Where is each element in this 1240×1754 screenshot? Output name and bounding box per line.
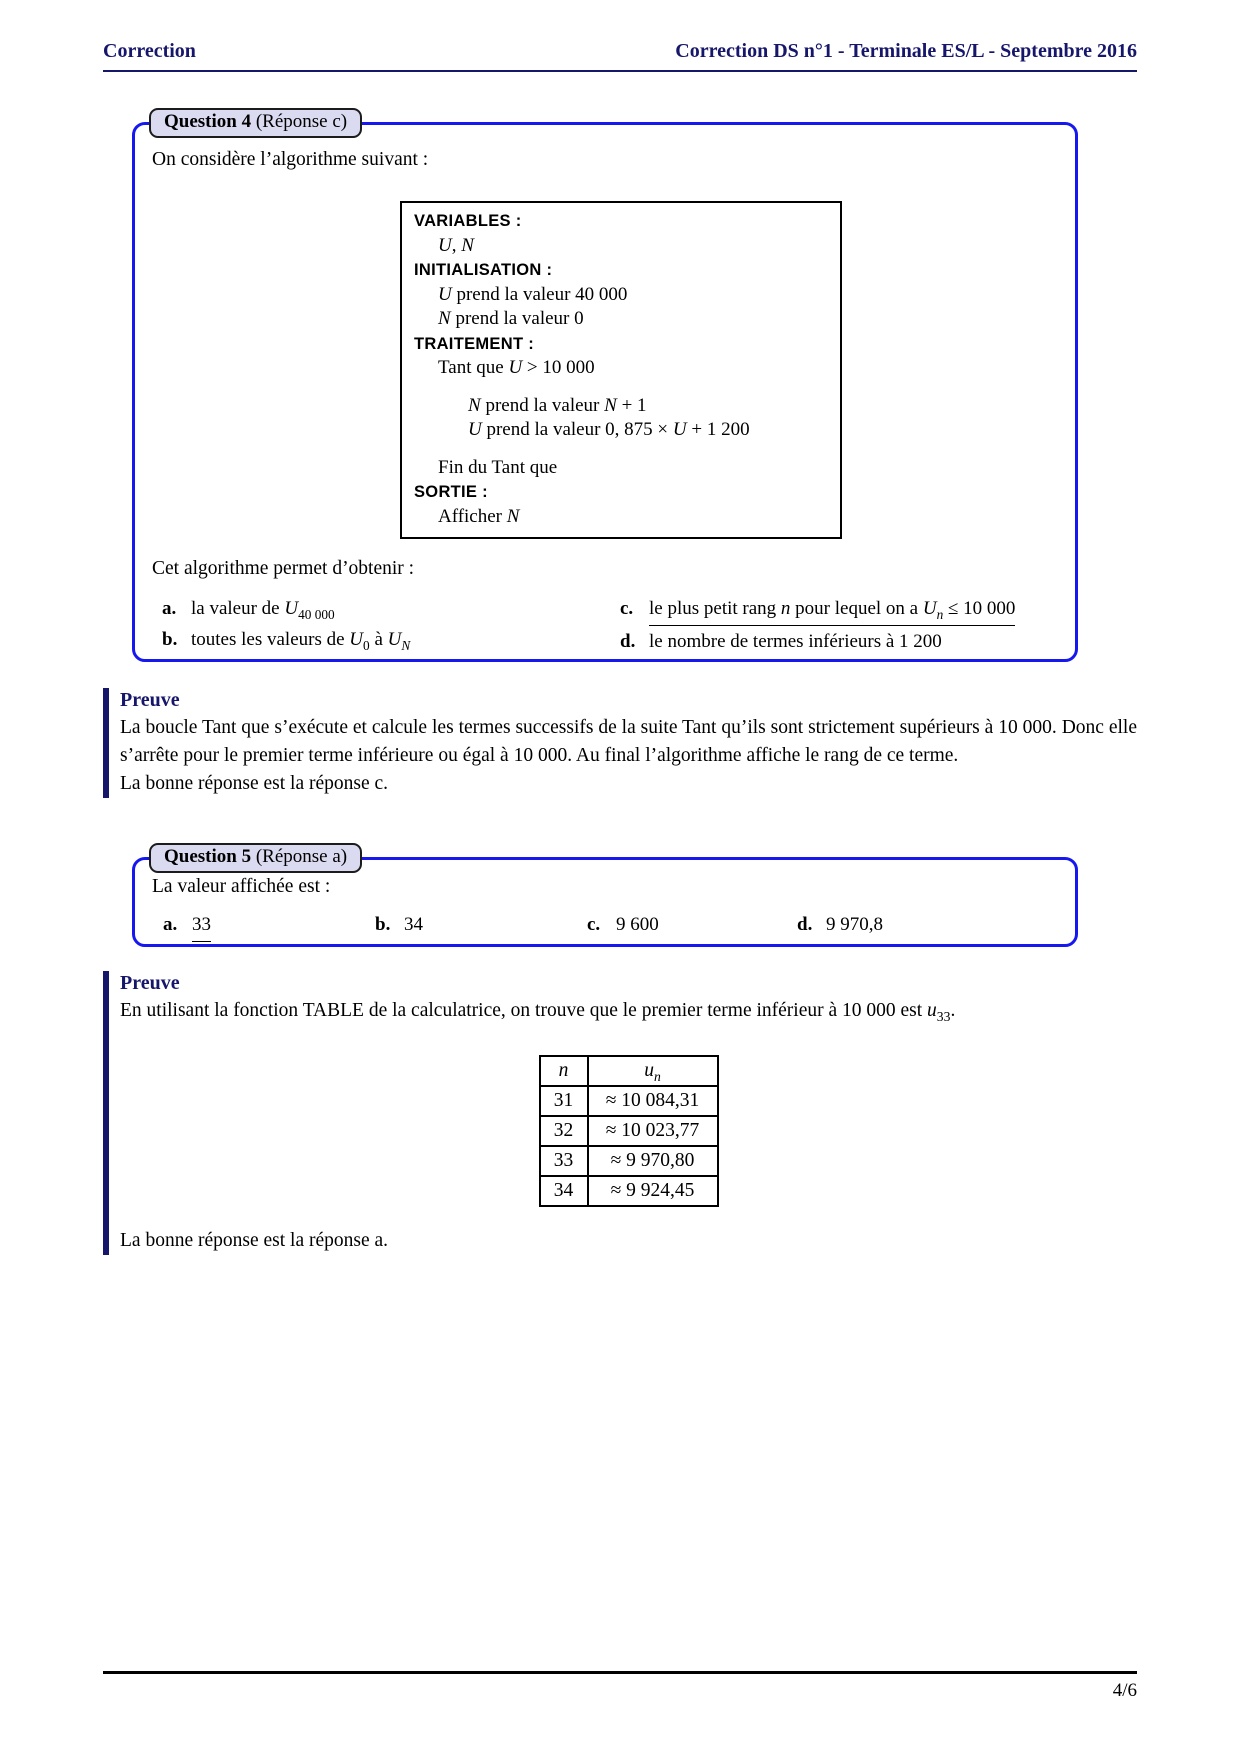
question5-answer-tag: (Réponse a) bbox=[251, 846, 348, 867]
algorithm-box bbox=[400, 201, 842, 539]
table-row bbox=[540, 1146, 718, 1176]
header-rule bbox=[103, 70, 1137, 72]
option-marker: c. bbox=[620, 598, 634, 619]
cell-n-value: 31 bbox=[540, 1086, 588, 1116]
preuve1-conclusion: La bonne réponse est la réponse c. bbox=[120, 773, 389, 794]
answer-option-c bbox=[620, 593, 1065, 626]
header-left-text: Correction bbox=[103, 40, 196, 62]
cell-un-value: ≈ 9 970,80 bbox=[588, 1146, 718, 1176]
algorithm-statement-line: N prend la valeur N + 1 bbox=[468, 394, 647, 416]
option-text: le plus petit rang n pour lequel on a $U_n \le 10$ 000 bbox=[649, 593, 1015, 626]
question4-lead: Cet algorithme permet d’obtenir : bbox=[152, 558, 415, 579]
table-row bbox=[540, 1116, 718, 1146]
cell-n-value: 34 bbox=[540, 1176, 588, 1206]
answer-option-c bbox=[587, 909, 659, 940]
option-marker: a. bbox=[163, 914, 178, 935]
algorithm-statement-line: U prend la valeur 40 000 bbox=[438, 283, 628, 305]
algorithm-keyword-line: VARIABLES : bbox=[414, 212, 522, 230]
table-header-un: $u_n$ bbox=[588, 1056, 718, 1086]
question5-title: Question 5 bbox=[164, 846, 252, 867]
question4-answer-tag: (Réponse c) bbox=[251, 111, 348, 132]
cell-n-value: 32 bbox=[540, 1116, 588, 1146]
option-text: 33 bbox=[192, 909, 211, 942]
preuve2-body: En utilisant la fonction TABLE de la calculatrice, on trouve que le premier terme inférieur à 10 000 est $u_{33}$. bbox=[120, 1000, 956, 1024]
answer-option-d bbox=[797, 909, 883, 940]
question5-label bbox=[149, 843, 362, 873]
option-text: 9 600 bbox=[616, 914, 659, 935]
preuve1-heading: Preuve bbox=[120, 689, 180, 711]
question5-box bbox=[132, 846, 1078, 947]
table-header-n: n bbox=[540, 1056, 588, 1086]
option-marker: a. bbox=[162, 598, 177, 619]
question5-options bbox=[135, 909, 1075, 940]
option-marker: b. bbox=[162, 629, 178, 650]
algorithm-statement-line: Fin du Tant que bbox=[438, 456, 558, 478]
un-values-table bbox=[539, 1055, 719, 1207]
preuve2-heading: Preuve bbox=[120, 972, 180, 994]
option-text: toutes les valeurs de $U_0$ à $U_N$ bbox=[191, 629, 411, 653]
option-text: la valeur de $U_{40 000}$ bbox=[191, 598, 335, 622]
preuve2-conclusion: La bonne réponse est la réponse a. bbox=[120, 1230, 389, 1251]
option-marker: b. bbox=[375, 914, 391, 935]
option-marker: d. bbox=[797, 914, 813, 935]
cell-n-value: 33 bbox=[540, 1146, 588, 1176]
question4-title: Question 4 bbox=[164, 111, 252, 132]
table-row bbox=[540, 1086, 718, 1116]
option-text: 9 970,8 bbox=[826, 914, 883, 935]
cell-un-value: ≈ 10 084,31 bbox=[588, 1086, 718, 1116]
answer-option-d bbox=[620, 626, 1065, 657]
algorithm-keyword-line: TRAITEMENT : bbox=[414, 334, 535, 353]
question4-box bbox=[132, 111, 1078, 662]
algorithm-statement-line: Afficher N bbox=[438, 505, 520, 527]
preuve-section-1 bbox=[103, 688, 1137, 798]
option-text: 34 bbox=[404, 914, 423, 935]
header-right-text: Correction DS n°1 - Terminale ES/L - Septembre 2016 bbox=[675, 40, 1137, 62]
footer-rule bbox=[103, 1671, 1137, 1674]
page-number: 4/6 bbox=[1112, 1680, 1137, 1701]
option-marker: d. bbox=[620, 631, 636, 652]
preuve-section-2 bbox=[103, 971, 1137, 1255]
question4-options-right bbox=[620, 593, 1065, 657]
preuve1-body: La boucle Tant que s’exécute et calcule les termes successifs de la suite Tant qu’ils sont strictement supérieurs à 10 000. Donc elle s’arrête pour le premier terme inférieure ou égal à 10 000. Au final l’algorithme affiche le rang de ce terme. bbox=[120, 717, 1137, 766]
question4-options-left bbox=[162, 593, 612, 655]
question4-label bbox=[149, 108, 362, 138]
algorithm-statement-line: U, N bbox=[438, 234, 474, 256]
answer-option-b bbox=[162, 624, 612, 655]
algorithm-keyword-line: INITIALISATION : bbox=[414, 261, 553, 279]
table-header-row bbox=[540, 1056, 718, 1086]
table-row bbox=[540, 1176, 718, 1206]
question5-lead: La valeur affichée est : bbox=[152, 876, 331, 897]
algorithm-statement-line: Tant que U > 10 000 bbox=[438, 357, 595, 378]
question4-intro: On considère l’algorithme suivant : bbox=[152, 149, 429, 170]
option-marker: c. bbox=[587, 914, 601, 935]
cell-un-value: ≈ 10 023,77 bbox=[588, 1116, 718, 1146]
answer-option-a bbox=[162, 593, 612, 624]
cell-un-value: ≈ 9 924,45 bbox=[588, 1176, 718, 1206]
answer-option-a bbox=[163, 909, 211, 942]
algorithm-statement-line: N prend la valeur 0 bbox=[438, 308, 584, 329]
answer-option-b bbox=[375, 909, 423, 940]
algorithm-statement-line: U prend la valeur 0, 875 × U + 1 200 bbox=[468, 419, 750, 440]
algorithm-keyword-line: SORTIE : bbox=[414, 483, 488, 501]
option-text: le nombre de termes inférieurs à 1 200 bbox=[649, 631, 942, 652]
